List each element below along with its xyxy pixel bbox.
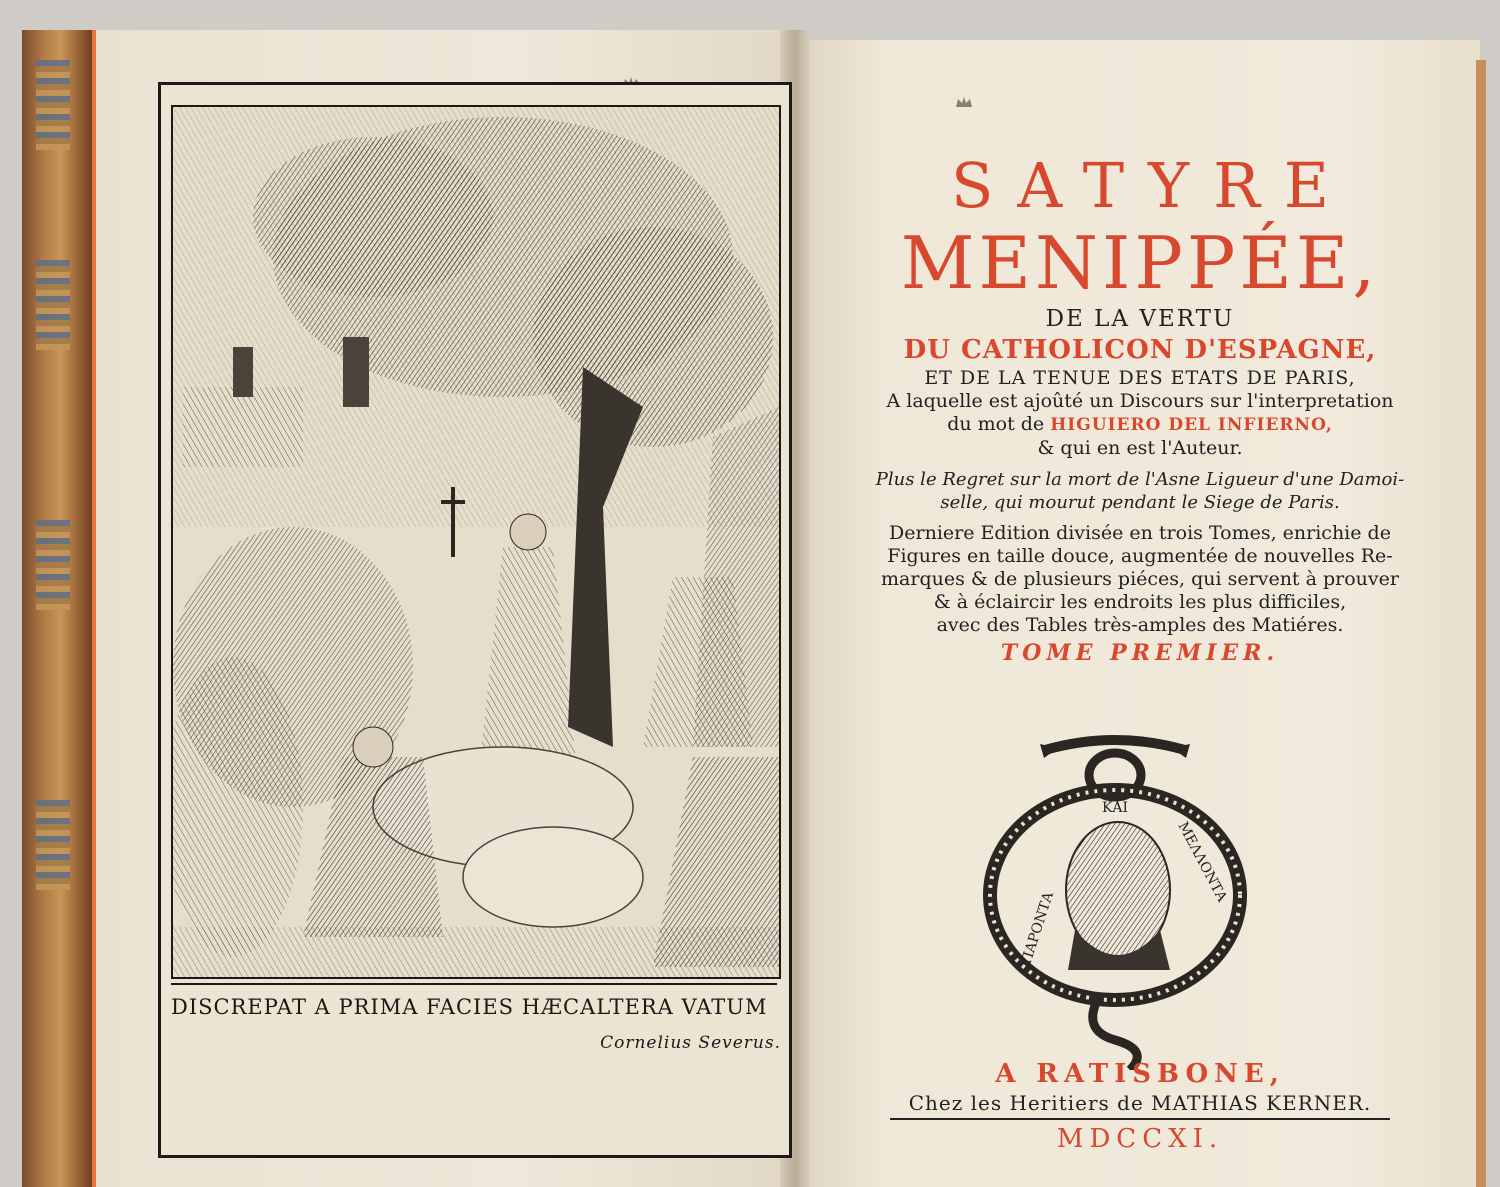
title-satyre: SATYRE <box>950 149 1354 222</box>
imprint-city: A RATISBONE, <box>995 1059 1285 1089</box>
subtitle-vertu: DE LA VERTU <box>1045 306 1235 332</box>
subtitle-auteur: & qui en est l'Auteur. <box>1037 437 1243 459</box>
edition-line-5: avec des Tables très-amples des Matiéres. <box>936 614 1344 636</box>
plate-caption-box <box>171 983 781 1139</box>
spine-marbled-band <box>36 260 70 350</box>
spine-marbled-band <box>36 60 70 150</box>
edition-line-4: & à éclaircir les endroits les plus difficiles, <box>933 591 1347 613</box>
spine-marbled-band <box>36 800 70 890</box>
emblem-top-text: ΚΑΙ <box>1101 800 1129 816</box>
page-edge <box>1476 60 1486 1187</box>
subtitle-mot <box>850 413 1430 437</box>
frontispiece-plate <box>158 82 792 1158</box>
engraving-illustration <box>171 105 781 979</box>
subtitle-discours: A laquelle est ajoûté un Discours sur l'interpretation <box>886 390 1394 412</box>
janus-emblem <box>980 730 1250 1070</box>
subtitle-catholicon: DU CATHOLICON D'ESPAGNE, <box>903 335 1377 365</box>
emblem-right-text: ΜΕΛΛΟΝΤΑ <box>1174 819 1230 905</box>
edition-line-1: Derniere Edition divisée en trois Tomes, enrichie de <box>889 522 1391 544</box>
subtitle-mot-prefix: du mot de <box>947 413 1045 435</box>
edition-line-3: marques & de plusieurs piéces, qui servent à prouver <box>881 568 1399 590</box>
crown-mark-icon <box>955 96 973 108</box>
imprint-date: MDCCXI. <box>1056 1124 1224 1154</box>
edition-line-2: Figures en taille douce, augmentée de nouvelles Re- <box>887 545 1393 567</box>
engraving-attribution: Cornelius Severus. <box>600 1033 781 1053</box>
imprint-block <box>850 1058 1430 1154</box>
tome-premier: TOME PREMIER. <box>1000 640 1280 666</box>
title-menippee: MENIPPÉE, <box>900 221 1380 305</box>
italic-regret-2: selle, qui mourut pendant le Siege de Paris. <box>940 492 1340 513</box>
imprint-rule <box>890 1118 1390 1120</box>
italic-regret-1: Plus le Regret sur la mort de l'Asne Ligueur d'une Damoi- <box>875 469 1405 490</box>
engraving-caption: DISCREPAT A PRIMA FACIES HÆCALTERA VATUM <box>171 995 768 1019</box>
spine-marbled-band <box>36 520 70 610</box>
title-page-text <box>850 150 1430 669</box>
subtitle-etats: ET DE LA TENUE DES ETATS DE PARIS, <box>924 367 1356 389</box>
subtitle-higuiero: HIGUIERO DEL INFIERNO, <box>1050 415 1333 435</box>
emblem-left-text: ΠΑΡΟΝΤΑ <box>1018 890 1057 967</box>
imprint-publisher: Chez les Heritiers de MATHIAS KERNER. <box>908 1091 1372 1115</box>
